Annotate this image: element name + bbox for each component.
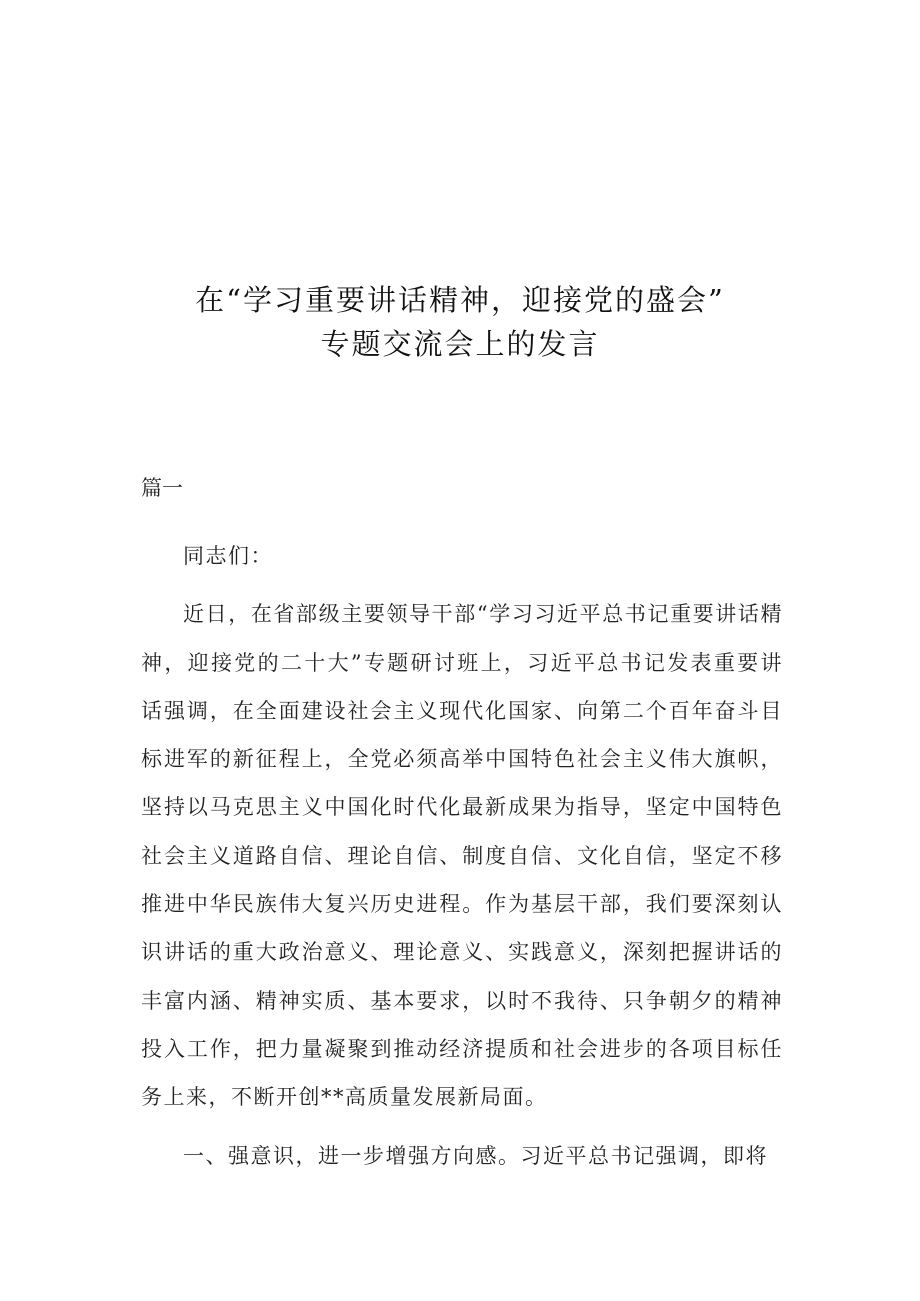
greeting-paragraph: 同志们：: [183, 544, 273, 568]
intro-paragraph: 近日，在省部级主要领导干部“学习习近平总书记重要讲话精神，迎接党的二十大”专题研讨班上，习近平总书记发表重要讲话强调，在全面建设社会主义现代化国家、向第二个百年奋斗目标进军的新征程上，全党必须高举中国特色社会主义伟大旗帜，坚持以马克思主义中国化时代化最新成果为指导，坚定中国特色社会主义道路自信、理论自信、制度自信、文化自信，坚定不移推进中华民族伟大复兴历史进程。作为基层干部，我们要深刻认识讲话的重大政治意义、理论意义、实践意义，深刻把握讲话的丰富内涵、精神实质、基本要求，以时不我待、只争朝夕的精神投入工作，把力量凝聚到推动经济提质和社会进步的各项目标任务上来，不断开创**高质量发展新局面。: [141, 602, 783, 1110]
title-line-1: 在“学习重要讲话精神，迎接党的盛会”: [195, 283, 725, 317]
document-title: [140, 278, 780, 366]
title-line-2: 专题交流会上的发言: [320, 327, 600, 361]
body-text: [141, 532, 783, 1180]
section-label: 篇一: [141, 476, 183, 500]
point-one-paragraph: 一、强意识，进一步增强方向感。习近平总书记强调，即将: [183, 1143, 768, 1168]
